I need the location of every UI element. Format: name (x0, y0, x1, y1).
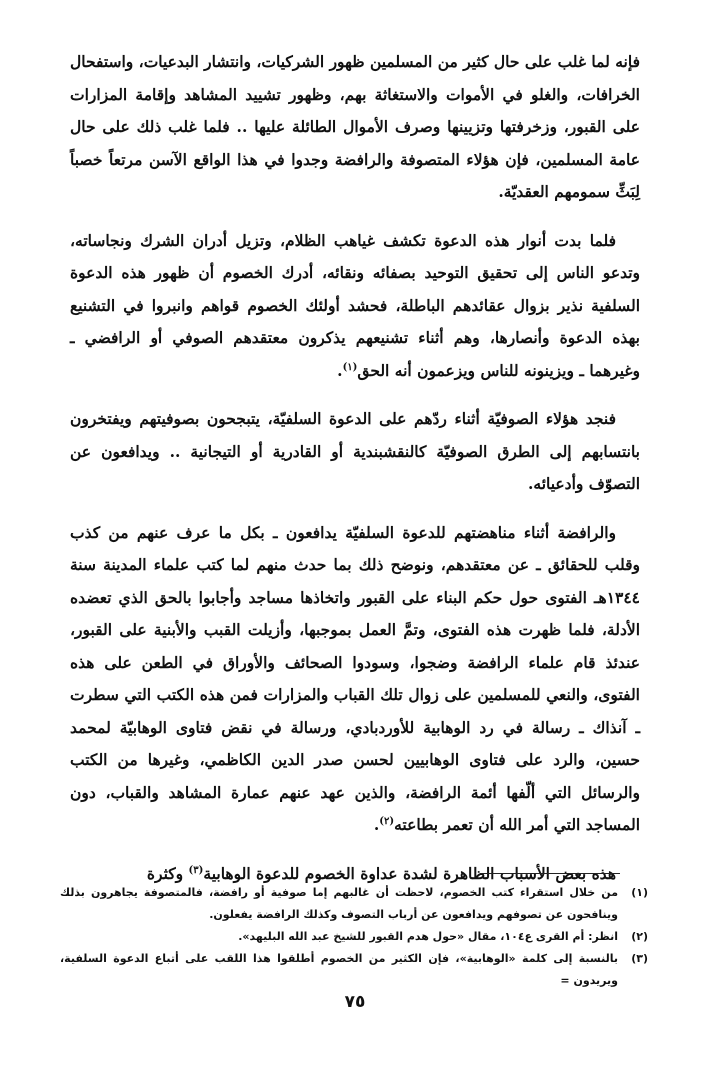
paragraph-3-text: فنجد هؤلاء الصوفيّة أثناء ردّهم على الدعوة السلفيّة، يتبجحون بصوفيتهم ويفتخرون بانتسابهم إلى الطرق الصوفيّة كالنقشبندية أو القادرية أو التيجانية .. ويدافعون عن التصوّف وأدعيائه. (70, 409, 640, 493)
paragraph-1-text: فإنه لما غلب على حال كثير من المسلمين ظهور الشركيات، وانتشار البدعيات، واستفحال الخرافات، والغلو في الأموات والاستغاثة بهم، وظهور تشييد المشاهد وإقامة المزارات على القبور، وزخرفتها وتزيينها وصرف الأموال الطائلة عليها .. فلما غلب ذلك على حال عامة المسلمين، فإن هؤلاء المتصوفة والرافضة وجدوا في هذا الواقع الآسن مرتعاً خصباً لِبَثِّ سمومهم العقديّة. (70, 52, 640, 201)
paragraph-3 (70, 403, 640, 501)
paragraph-4-end: . (373, 815, 380, 834)
footnote-ref-2[interactable]: (٢) (379, 815, 395, 827)
footnote-1-text: من خلال استقراء كتب الخصوم، لاحظت أن غالبهم إما صوفية أو رافضة، فالمتصوفة يجاهرون بذلك وينافحون عن تصوفهم ويدافعون عن أرباب التصوف وكذلك الرافضة يفعلون. (60, 886, 618, 921)
footnote-3-text: بالنسبة إلى كلمة «الوهابية»، فإن الكثير من الخصوم أطلقوا هذا اللقب على أتباع الدعوة السلفية، ويريدون = (60, 952, 618, 987)
footnote-3 (60, 948, 648, 992)
main-text (70, 46, 640, 906)
footnote-1-number: (١) (631, 886, 648, 899)
paragraph-1 (70, 46, 640, 209)
paragraph-4 (70, 517, 640, 842)
footnote-ref-1[interactable]: (١) (342, 361, 358, 373)
paragraph-4-text: والرافضة أثناء مناهضتهم للدعوة السلفيّة يدافعون ـ بكل ما عرف عنهم من كذب وقلب للحقائق ـ عن معتقدهم، ونوضح ذلك بما حدث منهم لما كتب علماء المدينة سنة ١٣٤٤هـ الفتوى حول حكم البناء على القبور واتخاذها مساجد وأجابوا بالحق الذي تعضده الأدلة، فلما ظهرت هذه الفتوى، وتمَّ العمل بموجبها، وأزيلت القبب والأبنية على القبور، عندئذ قام علماء الرافضة وضجوا، وسودوا الصحائف والأوراق في الطعن على هذه الفتوى، والنعي للمسلمين على زوال تلك القباب والمزارات فمن هذه الكتب التي سطرت ـ آنذاك ـ رسالة في رد الوهابية للأوردبادي، ورسالة في نقض فتاوى الوهابيّة لمحمد حسين، والرد على فتاوى الوهابيين لحسن صدر الدين الكاظمي، وغيرها من الكتب والرسائل التي ألّفها أئمة الرافضة، والذين عهد عنهم عمارة المشاهد والقباب، دون المساجد التي أمر الله أن تعمر بطاعته (70, 522, 640, 834)
paragraph-2-text: فلما بدت أنوار هذه الدعوة تكشف غياهب الظلام، وتزيل أدران الشرك ونجاساته، وتدعو الناس إلى تحقيق التوحيد بصفائه ونقائه، أدرك الخصوم أن ظهور هذه الدعوة السلفية نذير بزوال عقائدهم الباطلة، فحشد أولئك الخصوم قواهم وانبروا في التشنيع بهذه الدعوة وأنصارها، وهم أثناء تشنيعهم يذكرون معتقدهم الصوفي أو الرافضي ـ وغيرهما ـ ويزينونه للناس ويزعمون أنه الحق (70, 230, 640, 380)
footnote-ref-3[interactable]: (٣) (188, 864, 204, 876)
footnote-3-number: (٣) (631, 952, 648, 965)
paragraph-5-text: هذه بعض الأسباب الظاهرة لشدة عداوة الخصوم للدعوة الوهابية (203, 863, 616, 883)
footnote-divider (480, 873, 620, 874)
footnote-2-number: (٢) (631, 930, 648, 943)
paragraph-2 (70, 225, 640, 388)
footnote-1 (60, 882, 648, 926)
footnotes (60, 882, 648, 992)
paragraph-2-end: . (337, 360, 343, 380)
footnote-2-text: انظر: أم القرى ع١٠٤، مقال «حول هدم القبور للشيخ عبد الله البليهد». (238, 930, 618, 943)
page-number: ٧٥ (344, 992, 366, 1012)
paragraph-5-end: وكثرة (146, 863, 189, 883)
footnote-2 (60, 926, 648, 948)
